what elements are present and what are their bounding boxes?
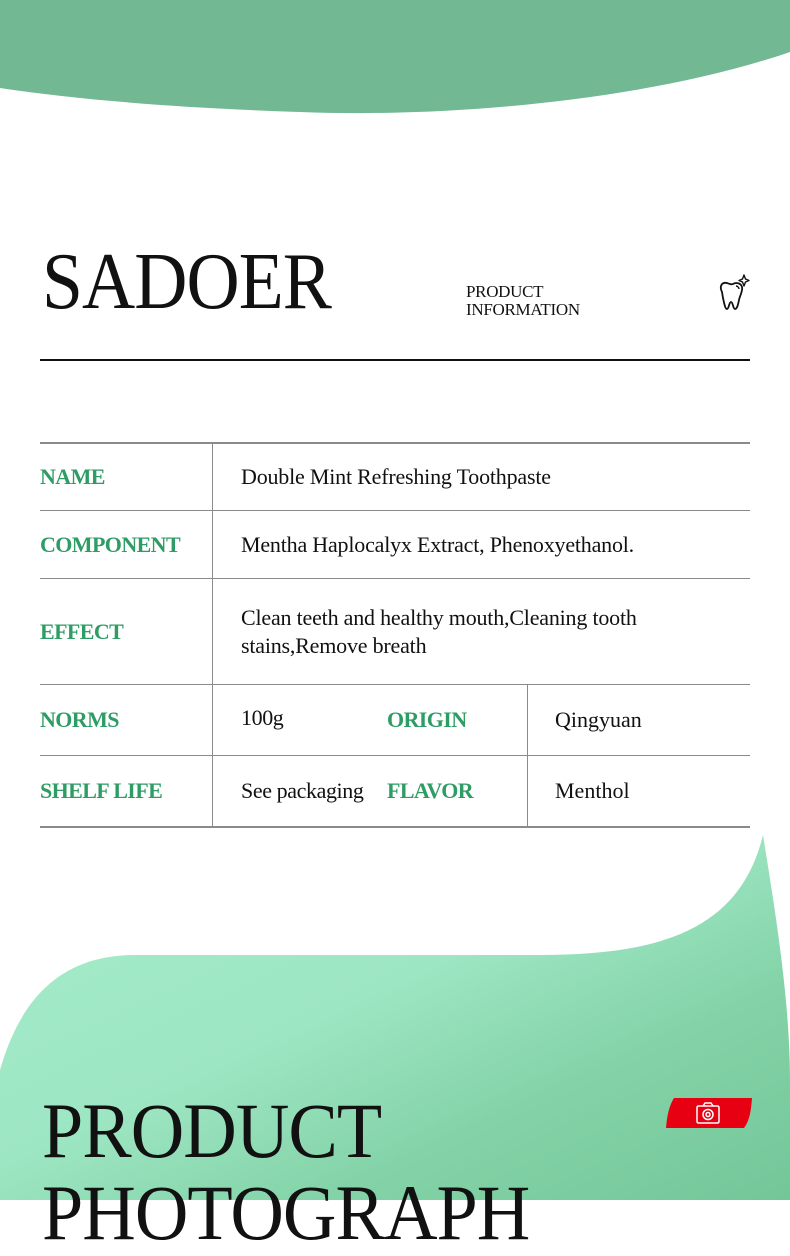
top-wave-decoration bbox=[0, 0, 790, 120]
section-subtitle bbox=[466, 283, 580, 319]
label-name: NAME bbox=[40, 444, 213, 510]
value-name: Double Mint Refreshing Toothpaste bbox=[241, 464, 551, 489]
photography-title bbox=[42, 1087, 530, 1256]
header-divider bbox=[40, 359, 750, 361]
brand-logo: SADOER bbox=[42, 238, 331, 326]
table-row-effect bbox=[40, 579, 750, 685]
label-effect: EFFECT bbox=[40, 579, 213, 684]
camera-badge bbox=[664, 1096, 754, 1130]
value-effect-line-2: stains,Remove breath bbox=[241, 632, 427, 658]
subtitle-line-2: INFORMATION bbox=[466, 300, 580, 319]
value-origin: Qingyuan bbox=[555, 707, 642, 732]
label-component: COMPONENT bbox=[40, 511, 213, 578]
value-effect-line-1: Clean teeth and healthy mouth,Cleaning tooth bbox=[241, 604, 637, 630]
label-origin: ORIGIN bbox=[387, 685, 528, 755]
table-row-norms-origin bbox=[40, 685, 750, 756]
tooth-sparkle-icon bbox=[716, 272, 752, 314]
title-line-2: PHOTOGRAPH bbox=[42, 1169, 530, 1256]
label-flavor: FLAVOR bbox=[387, 756, 528, 826]
table-row-shelf-flavor bbox=[40, 756, 750, 828]
value-norms: 100g bbox=[241, 705, 284, 730]
value-effect bbox=[213, 604, 750, 660]
table-row-name bbox=[40, 442, 750, 511]
value-shelf-life: See packaging bbox=[241, 778, 364, 803]
split-cell bbox=[213, 685, 750, 755]
subtitle-line-1: PRODUCT bbox=[466, 282, 544, 301]
spec-table bbox=[40, 442, 750, 828]
split-cell bbox=[213, 756, 750, 826]
label-norms: NORMS bbox=[40, 685, 213, 755]
value-flavor: Menthol bbox=[555, 778, 630, 803]
value-component: Mentha Haplocalyx Extract, Phenoxyethanol. bbox=[241, 531, 634, 557]
table-row-component bbox=[40, 511, 750, 579]
label-shelf-life: SHELF LIFE bbox=[40, 756, 213, 826]
title-line-1: PRODUCT bbox=[42, 1087, 382, 1174]
